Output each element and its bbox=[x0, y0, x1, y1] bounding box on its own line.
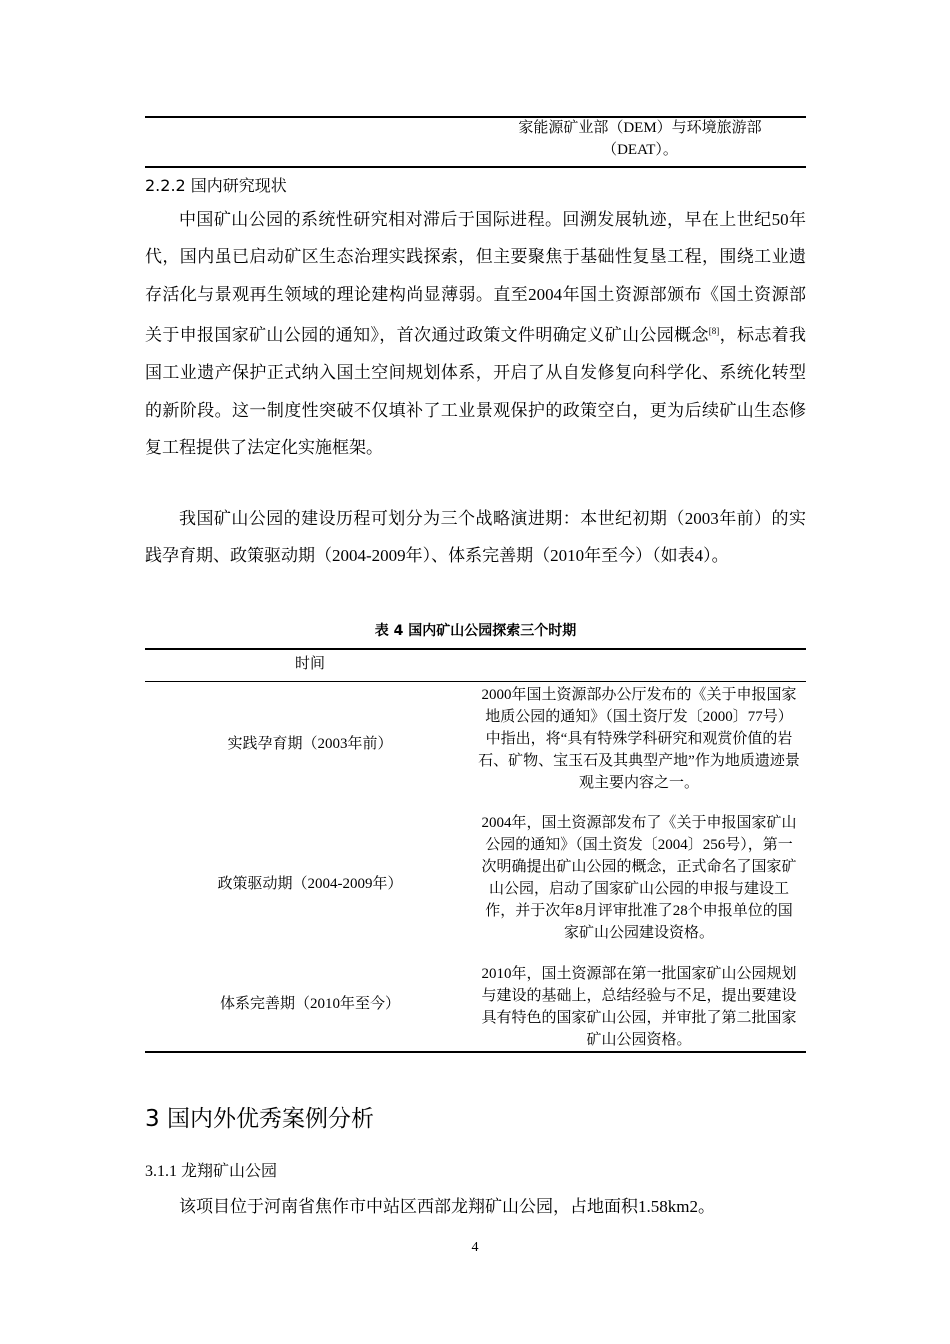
subsection-title: 龙翔矿山公园 bbox=[181, 1161, 278, 1180]
table-row-desc: 2010年，国土资源部在第一批国家矿山公园规划与建设的基础上，总结经验与不足，提出要建设具有特色的国家矿山公园，并审批了第二批国家矿山公园资格。 bbox=[481, 966, 797, 1048]
subsection-heading-3-1-1 bbox=[145, 1158, 277, 1181]
table-rule-top bbox=[145, 648, 806, 650]
table-row-period: 政策驱动期（2004-2009年） bbox=[217, 876, 403, 892]
subsection-number: 3.1.1 bbox=[145, 1163, 181, 1180]
paragraph-domestic-research bbox=[145, 201, 806, 467]
paragraph-periods-intro: 我国矿山公园的建设历程可划分为三个战略演进期：本世纪初期（2003年前）的实践孕育期、政策驱动期（2004-2009年）、体系完善期（2010年至今）（如表4）。 bbox=[145, 509, 806, 566]
section-heading-2-2-2: 2.2.2 国内研究现状 bbox=[145, 176, 287, 195]
paragraph-longxiang: 该项目位于河南省焦作市中站区西部龙翔矿山公园，占地面积1.58km2。 bbox=[179, 1197, 715, 1216]
citation-ref: [8] bbox=[708, 326, 720, 337]
table-caption: 表 4 国内矿山公园探索三个时期 bbox=[374, 623, 577, 639]
top-table-rule-bottom bbox=[145, 166, 806, 168]
paragraph-text-a: 中国矿山公园的系统性研究相对滞后于国际进程。回溯发展轨迹，早在上世纪50年代，国内虽已启动矿区生态治理实践探索，但主要聚焦于基础性复垦工程，围绕工业遗存活化与景观再生领域的理论建构尚显薄弱。直至2004年国土资源部颁布《国土资源部关于申报国家矿山公园的通知》，首次通过政策文件明确定义矿山公园概念 bbox=[145, 210, 806, 345]
table-row-period: 实践孕育期（2003年前） bbox=[227, 736, 393, 752]
table-header-time: 时间 bbox=[294, 656, 325, 672]
table-rule-bottom bbox=[145, 1051, 806, 1053]
table-row-period: 体系完善期（2010年至今） bbox=[219, 996, 400, 1012]
top-table-desc-line2: （DEAT）。 bbox=[602, 142, 678, 158]
page-number: 4 bbox=[471, 1240, 479, 1255]
table-rule-header bbox=[145, 681, 806, 682]
table-row-desc: 2000年国土资源部办公厅发布的《关于申报国家地质公园的通知》（国土资厅发〔2000〕77号）中指出，将“具有特殊学科研究和观赏价值的岩石、矿物、宝玉石及其典型产地”作为地质遗迹景观主要内容之一。 bbox=[478, 687, 800, 791]
top-table-desc-line1: 家能源矿业部（DEM）与环境旅游部 bbox=[518, 120, 762, 136]
paragraph-text-b: ，标志着我国工业遗产保护正式纳入国土空间规划体系，开启了从自发修复向科学化、系统化转型的新阶段。这一制度性突破不仅填补了工业景观保护的政策空白，更为后续矿山生态修复工程提供了法定化实施框架。 bbox=[145, 325, 807, 458]
table-row-desc: 2004年，国土资源部发布了《关于申报国家矿山公园的通知》（国土资发〔2004〕256号），第一次明确提出矿山公园的概念，正式命名了国家矿山公园，启动了国家矿山公园的申报与建设工作，并于次年8月评审批准了28个申报单位的国家矿山公园建设资格。 bbox=[481, 815, 797, 941]
section-heading-3: 3 国内外优秀案例分析 bbox=[145, 1106, 374, 1132]
